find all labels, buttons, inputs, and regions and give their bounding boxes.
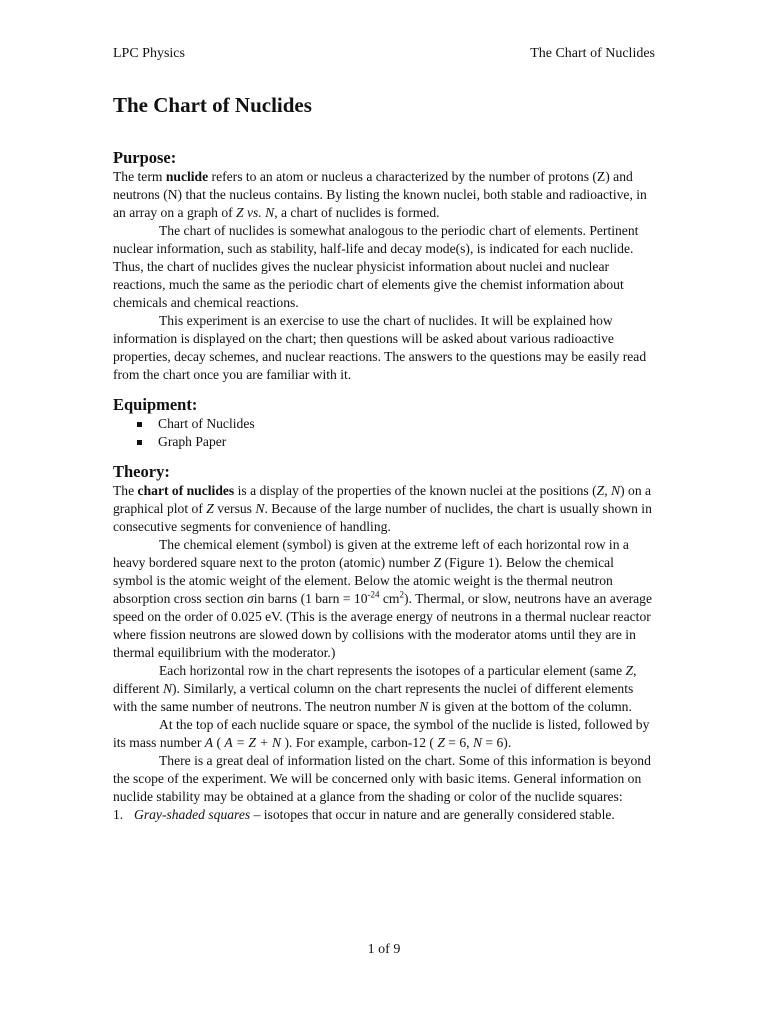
stability-list [113, 806, 656, 824]
list-item: Chart of Nuclides [137, 415, 656, 433]
theory-paragraph-5: There is a great deal of information listed on the chart. Some of this information is beyond the scope of the experiment. We will be concerned only with basic items. General information on nuclide stability may be obtained at a glance from the shading or color of the nuclide squares: [113, 753, 651, 804]
purpose-paragraph-2: The chart of nuclides is somewhat analogous to the periodic chart of elements. Pertinent nuclear information, such as stability, half-life and decay mode(s), is indicated for each nuclide. Thus, the chart of nuclides gives the nuclear physicist information about nuclei and nuclear reactions, much the same as the periodic chart of elements give the chemist information about chemicals and chemical reactions. [113, 223, 639, 310]
theory-paragraph-3: Each horizontal row in the chart represents the isotopes of a particular element (same Z, different N). Similarly, a vertical column on the chart represents the nuclei of different elements with the same number of neutrons. The neutron number N is given at the bottom of the column. [113, 663, 637, 714]
theory-paragraph-4: At the top of each nuclide square or space, the symbol of the nuclide is listed, followed by its mass number A ( A = Z + N ). For example, carbon-12 ( Z = 6, N = 6). [113, 717, 650, 750]
theory-paragraph-1: The chart of nuclides is a display of the properties of the known nuclei at the positions (Z, N) on a graphical plot of Z versus N. Because of the large number of nuclides, the chart is usually shown in consecutive segments for convenience of handling. [113, 483, 652, 534]
equipment-heading: Equipment: [113, 395, 198, 414]
list-item: 1. Gray-shaded squares – isotopes that occur in nature and are generally considered stable. [113, 807, 615, 822]
theory-heading: Theory: [113, 462, 170, 481]
purpose-paragraph-1: The term nuclide refers to an atom or nucleus a characterized by the number of protons (Z) and neutrons (N) that the nucleus contains. By listing the known nuclei, both stable and radioactive, in an array on a graph of Z vs. N, a chart of nuclides is formed. [113, 169, 647, 220]
purpose-paragraph-3: This experiment is an exercise to use the chart of nuclides. It will be explained how information is displayed on the chart; then questions will be asked about various radioactive properties, decay schemes, and nuclear reactions. The answers to the questions may be easily read from the chart once you are familiar with it. [113, 313, 647, 382]
page-number: 1 of 9 [367, 942, 401, 957]
header-left: LPC Physics [113, 46, 185, 61]
equipment-list [113, 415, 656, 451]
page-header [113, 46, 655, 62]
page-title: The Chart of Nuclides [113, 93, 312, 117]
document-body [113, 148, 656, 824]
theory-paragraph-2: The chemical element (symbol) is given at the extreme left of each horizontal row in a heavy bordered square next to the proton (atomic) number Z (Figure 1). Below the chemical symbol is the atomic weight of the element. Below the atomic weight is the thermal neutron absorption cross section σin barns (1 barn = $10^{-24}$ $cm^2$). Thermal, or slow, neutrons have an average speed on the order of 0.025 eV. (This is the average energy of neutrons in a thermal nuclear reactor where fission neutrons are slowed down by collisions with the moderator atoms until they are in thermal equilibrium with the moderator.) [113, 537, 653, 660]
purpose-heading: Purpose: [113, 148, 177, 167]
header-right: The Chart of Nuclides [530, 46, 655, 61]
list-item: Graph Paper [137, 433, 656, 451]
